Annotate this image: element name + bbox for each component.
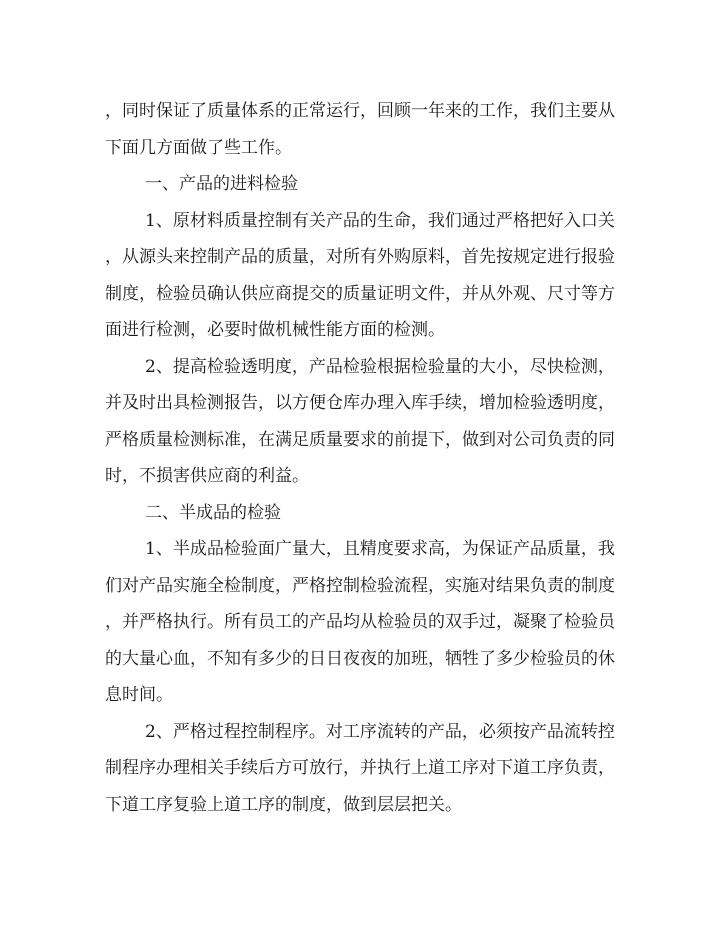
text-line: 严格质量检测标准，在满足质量要求的前提下，做到对公司负责的同	[105, 429, 615, 450]
text-line: 制度，检验员确认供应商提交的质量证明文件，并从外观、尺寸等方	[105, 283, 615, 304]
text-line: ，并严格执行。所有员工的产品均从检验员的双手过，凝聚了检验员	[105, 612, 615, 632]
paragraph-start-line: 1、半成品检验面广量大，且精度要求高，为保证产品质量，我	[145, 539, 615, 559]
text-line: 面进行检测，必要时做机械性能方面的检测。	[105, 320, 445, 340]
section-heading: 二、半成品的检验	[145, 502, 281, 523]
text-line: 下面几方面做了些工作。	[105, 137, 292, 158]
text-line: 们对产品实施全检制度，严格控制检验流程，实施对结果负责的制度	[105, 575, 615, 596]
paragraph-start-line: 1、原材料质量控制有关产品的生命，我们通过严格把好入口关	[145, 210, 615, 231]
text-line: ，从源头来控制产品的质量，对所有外购原料，首先按规定进行报验	[105, 247, 615, 267]
document-body	[105, 93, 615, 823]
text-line: ，同时保证了质量体系的正常运行，回顾一年来的工作，我们主要从	[105, 101, 615, 121]
text-line: 时，不损害供应商的利益。	[105, 466, 309, 486]
text-line: 并及时出具检测报告，以方便仓库办理入库手续，增加检验透明度，	[105, 393, 615, 413]
paragraph-start-line: 2、提高检验透明度，产品检验根据检验量的大小，尽快检测，	[145, 356, 615, 377]
paragraph-start-line: 2、严格过程控制程序。对工序流转的产品，必须按产品流转控	[145, 721, 615, 742]
text-line: 下道工序复验上道工序的制度，做到层层把关。	[105, 794, 462, 815]
text-line: 制程序办理相关手续后方可放行，并执行上道工序对下道工序负责，	[105, 758, 615, 778]
text-line: 的大量心血，不知有多少的日日夜夜的加班，牺牲了多少检验员的休	[105, 648, 615, 669]
text-line: 息时间。	[105, 685, 173, 705]
section-heading: 一、产品的进料检验	[145, 174, 298, 194]
